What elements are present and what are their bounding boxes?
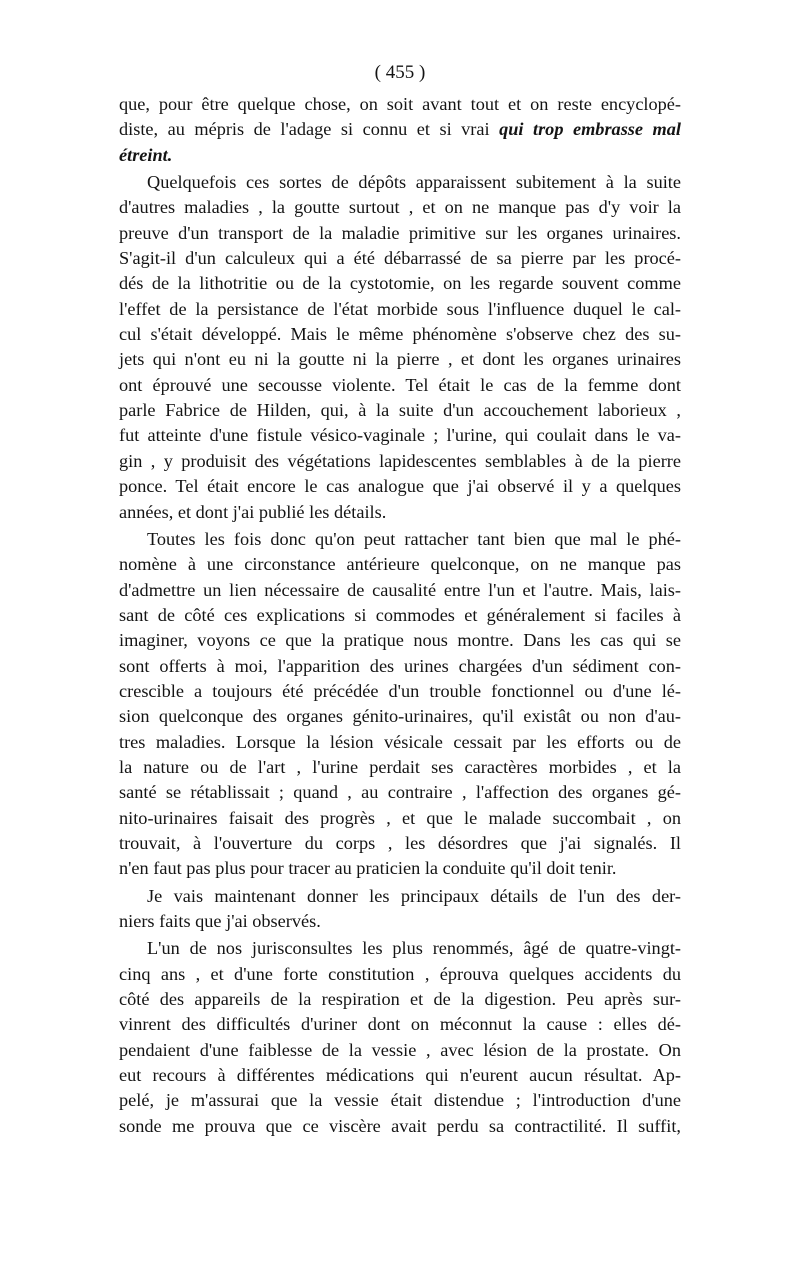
text-line-content: diste, au mépris de l'adage si connu et si vrai [119, 119, 500, 140]
text-line-content: Quelquefois ces sortes de dépôts apparaissent subitement à la suite [147, 172, 681, 193]
text-line [119, 628, 681, 653]
text-line [119, 780, 681, 805]
text-line-content: la nature ou de l'art , l'urine perdait ses caractères morbides , et la [119, 756, 681, 777]
text-line [119, 246, 681, 271]
text-line-content: côté des appareils de la respiration et de la digestion. Peu après sur- [119, 989, 681, 1010]
text-line-content: parle Fabrice de Hilden, qui, à la suite d'un accouchement laborieux , [119, 400, 681, 421]
text-line-content: d'autres maladies , la goutte surtout , et on ne manque pas d'y voir la [119, 197, 681, 218]
text-line [119, 347, 681, 372]
text-line [119, 884, 681, 909]
text-line [119, 170, 681, 195]
text-line [119, 373, 681, 398]
text-line [119, 831, 681, 856]
text-line [119, 423, 681, 448]
text-line-content: pelé, je m'assurai que la vessie était distendue ; l'introduction d'une [119, 1090, 681, 1111]
text-line [119, 398, 681, 423]
text-line-content: trouvait, à l'ouverture du corps , les désordres que j'ai signalés. Il [119, 832, 681, 853]
text-line-content: pendaient d'une faiblesse de la vessie , avec lésion de la prostate. On [119, 1039, 681, 1060]
text-line [119, 117, 681, 142]
text-line-content: sont offerts à moi, l'apparition des urines chargées d'un sédiment con- [119, 655, 681, 676]
text-line [119, 143, 681, 168]
page-body-text [119, 92, 681, 1139]
text-line [119, 730, 681, 755]
text-line [119, 500, 681, 525]
text-line-content: que, pour être quelque chose, on soit avant tout et on reste encyclopé- [119, 94, 681, 114]
text-line [119, 806, 681, 831]
text-line-content: L'un de nos jurisconsultes les plus renommés, âgé de quatre-vingt- [147, 938, 681, 959]
text-line [119, 1088, 681, 1113]
text-line-content: niers faits que j'ai observés. [119, 911, 321, 931]
text-line [119, 322, 681, 347]
page-number: ( 455 ) [374, 62, 426, 83]
text-line [119, 221, 681, 246]
text-line [119, 1063, 681, 1088]
text-line [119, 987, 681, 1012]
text-line [119, 527, 681, 552]
text-line-content: Toutes les fois donc qu'on peut rattacher tant bien que mal le phé- [147, 528, 681, 549]
text-line-content: d'admettre un lien nécessaire de causalité entre l'un et l'autre. Mais, lais- [119, 579, 681, 600]
text-line [119, 936, 681, 961]
book-page [119, 60, 681, 1139]
text-line-content: santé se rétablissait ; quand , au contraire , l'affection des organes gé- [119, 782, 681, 803]
text-line-content: ont éprouvé une secousse violente. Tel était le cas de la femme dont [119, 374, 681, 395]
text-line-content: cinq ans , et d'une forte constitution , éprouva quelques accidents du [119, 963, 681, 984]
text-line [119, 755, 681, 780]
text-line [119, 195, 681, 220]
text-line [119, 679, 681, 704]
text-line [119, 962, 681, 987]
text-line-content: tres maladies. Lorsque la lésion vésicale cessait par les efforts ou de [119, 731, 681, 752]
text-line-content: imaginer, voyons ce que la pratique nous montre. Dans les cas qui se [119, 630, 681, 651]
text-line [119, 1038, 681, 1063]
text-line-content: S'agit-il d'un calculeux qui a été débarrassé de sa pierre par les procé- [119, 248, 681, 269]
text-line [119, 578, 681, 603]
text-line [119, 552, 681, 577]
text-line-content: années, et dont j'ai publié les détails. [119, 501, 387, 522]
text-line [119, 449, 681, 474]
text-line [119, 603, 681, 628]
text-line-content: preuve d'un transport de la maladie primitive sur les organes urinaires. [119, 222, 681, 243]
text-line-content: crescible a toujours été précédée d'un trouble fonctionnel ou d'une lé- [119, 680, 681, 701]
text-line-content: l'effet de la persistance de l'état morbide sous l'influence duquel le cal- [119, 298, 681, 319]
text-line [119, 856, 681, 881]
text-line-content: eut recours à différentes médications qui n'eurent aucun résultat. Ap- [119, 1065, 681, 1086]
text-line-content: ponce. Tel était encore le cas analogue que j'ai observé il y a quelques [119, 476, 681, 497]
text-line-content: gin , y produisit des végétations lapidescentes semblables à de la pierre [119, 450, 681, 471]
text-line [119, 909, 681, 934]
text-line-content: Je vais maintenant donner les principaux détails de l'un des der- [147, 885, 681, 906]
text-line [119, 297, 681, 322]
text-line-content: vinrent des difficultés d'uriner dont on méconnut la cause : elles dé- [119, 1014, 681, 1035]
italic-phrase: étreint. [119, 144, 173, 165]
text-line [119, 704, 681, 729]
text-line-content: sant de côté ces explications si commodes et généralement si faciles à [119, 604, 681, 625]
text-line [119, 271, 681, 296]
text-line-content: cul s'était développé. Mais le même phénomène s'observe chez des su- [119, 324, 681, 345]
text-line-content: n'en faut pas plus pour tracer au praticien la conduite qu'il doit tenir. [119, 858, 617, 879]
text-line-content: sonde me prouva que ce viscère avait perdu sa contractilité. Il suffit, [119, 1115, 681, 1136]
text-line [119, 654, 681, 679]
text-line-content: nito-urinaires faisait des progrès , et que le malade succombait , on [119, 807, 681, 828]
text-line-content: sion quelconque des organes génito-urinaires, qu'il existât ou non d'au- [119, 706, 681, 727]
text-line [119, 474, 681, 499]
text-line-content: dés de la lithotritie ou de la cystotomie, on les regarde souvent comme [119, 273, 681, 294]
text-line-content: fut atteinte d'une fistule vésico-vaginale ; l'urine, qui coulait dans le va- [119, 425, 681, 446]
text-line-content: nomène à une circonstance antérieure quelconque, on ne manque pas [119, 554, 681, 575]
text-line [119, 1114, 681, 1139]
text-line [119, 1012, 681, 1037]
text-line-content: jets qui n'ont eu ni la goutte ni la pierre , et dont les organes urinaires [119, 349, 681, 370]
text-line [119, 92, 681, 117]
italic-phrase: qui trop embrasse mal [499, 119, 681, 140]
